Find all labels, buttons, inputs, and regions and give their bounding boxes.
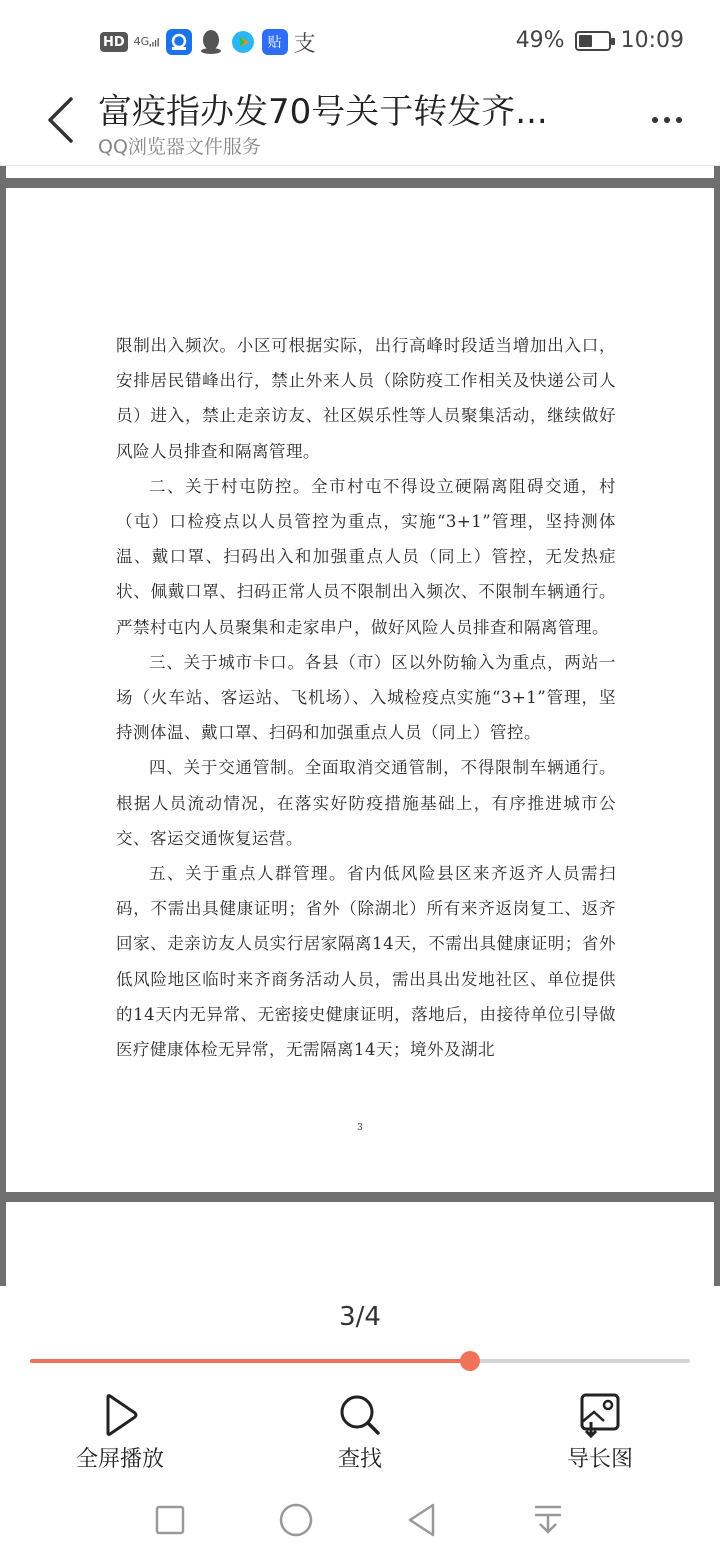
page-slider[interactable] [30,1359,690,1363]
pull-down-icon [532,1502,564,1538]
notification-shade-button[interactable] [526,1498,570,1542]
export-long-image-button[interactable] [535,1392,665,1476]
battery-icon [575,31,611,51]
page-indicator: 3/4 [339,1302,381,1332]
network-type: 4G [133,35,150,48]
play-icon [97,1392,143,1438]
qq-browser-icon [166,29,192,55]
previous-page [6,166,714,178]
system-nav-bar [0,1480,720,1560]
more-icon [652,117,658,123]
status-bar [0,0,720,80]
circle-icon [278,1502,314,1538]
more-options-button[interactable] [642,100,692,140]
alipay-icon: 支 [293,31,316,57]
paragraph: 四、关于交通管制。全面取消交通管制，不得限制车辆通行。根据人员流动情况，在落实好防疫措施基础上，有序推进城市公交、客运交通恢复运营。 [116,758,616,848]
search-icon [337,1392,383,1438]
triangle-back-icon [406,1502,438,1538]
tieba-icon: 贴 [262,29,288,55]
square-icon [154,1504,186,1536]
long-image-label: 导长图 [566,1447,633,1472]
chevron-left-icon [45,96,75,144]
fullscreen-play-label: 全屏播放 [75,1447,164,1472]
long-image-icon [577,1392,623,1438]
signal-icon [134,28,160,56]
paragraph: 五、关于重点人群管理。省内低风险县区来齐返齐人员需扫码，不需出具健康证明；省外（除湖北）所有来齐返岗复工、返齐回家、走亲访友人员实行居家隔离14天，不需出具健康证明；省外低风险地区临时来齐商务活动人员，需出具出发地社区、单位提供的14天内无异常、无密接史健康证明，落地后，由接待单位引导做医疗健康体检无异常，无需隔离14天；境外及湖北 [116,864,616,1060]
pager [0,1286,720,1384]
paragraph: 二、关于村屯防控。全市村屯不得设立硬隔离阻碍交通，村（屯）口检疫点以人员管控为重点，实施“3+1”管理，坚持测体温、戴口罩、扫码出入和加强重点人员（同上）管控，无发热症状、佩戴口罩、扫码正常人员不限制出入频次、不限制车辆通行。严禁村屯内人员聚集和走家串户，做好风险人员排查和隔离管理。 [116,476,616,637]
find-label: 查找 [337,1447,382,1472]
qq-icon [198,29,224,55]
back-nav-button[interactable] [400,1498,444,1542]
hd-icon: HD [100,32,128,52]
paragraph: 三、关于城市卡口。各县（市）区以外防输入为重点，两站一场（火车站、客运站、飞机场）、入城检疫点实施“3+1”管理，坚持测体温、戴口罩、扫码和加强重点人员（同上）管控。 [116,652,616,743]
back-button[interactable] [40,90,80,150]
document-source: QQ浏览器文件服务 [98,136,261,158]
home-button[interactable] [274,1498,318,1542]
app-header [0,80,720,166]
slider-progress [30,1359,470,1363]
video-icon [230,29,256,55]
document-page [6,188,714,1192]
document-body [116,328,616,1067]
clock: 10:09 [620,28,684,53]
next-page [6,1202,714,1286]
bottom-toolbar [0,1384,720,1480]
paragraph: 限制出入频次。小区可根据实际，出行高峰时段适当增加出入口，安排居民错峰出行，禁止外来人员（除防疫工作相关及快递公司人员）进入，禁止走亲访友、社区娱乐性等人员聚集活动，继续做好风险人员排查和隔离管理。 [116,336,616,461]
find-button[interactable] [295,1392,425,1476]
fullscreen-play-button[interactable] [55,1392,185,1476]
slider-thumb[interactable] [460,1351,480,1371]
document-title: 富疫指办发70号关于转发齐... [98,92,548,132]
recents-button[interactable] [148,1498,192,1542]
battery-percent: 49% [515,28,565,53]
page-number: 3 [357,1123,363,1133]
document-viewer[interactable] [0,166,720,1286]
